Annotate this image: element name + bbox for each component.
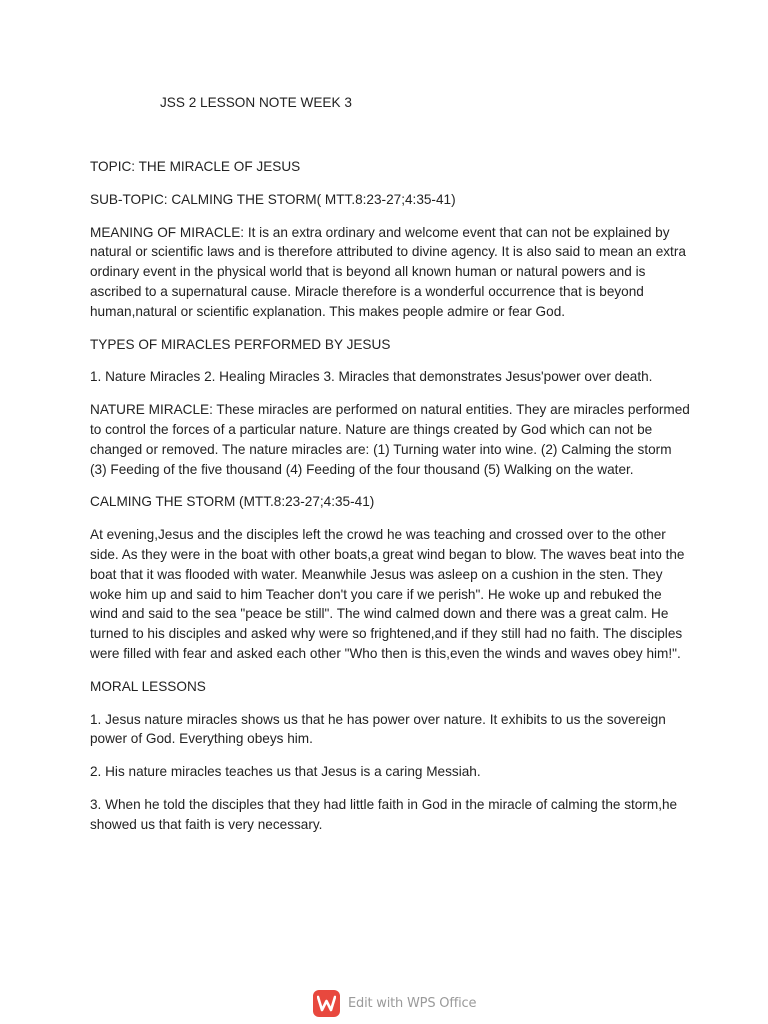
moral-lessons-heading: MORAL LESSONS — [90, 678, 206, 694]
document-title: JSS 2 LESSON NOTE WEEK 3 — [160, 95, 352, 110]
moral-lesson-3: 3. When he told the disciples that they had little faith in God in the miracle of calming the storm,he showed us that faith is very necessary. — [90, 796, 678, 832]
topic-line: TOPIC: THE MIRACLE OF JESUS — [90, 159, 301, 174]
document-body — [90, 157, 690, 848]
types-of-miracles-heading: TYPES OF MIRACLES PERFORMED BY JESUS — [90, 336, 391, 352]
meaning-of-miracle-paragraph: MEANING OF MIRACLE: It is an extra ordinary and welcome event that can not be explained by natural or scientific laws and is therefore attributed to divine agency. It is also said to mean an extra ordinary event in the physical world that is beyond all known human or natural powers and is ascribed to a supernatural cause. Miracle therefore is a wonderful occurrence that is beyond human,natural or scientific explanation. This makes people admire or fear God. — [90, 224, 686, 319]
wps-watermark-text: Edit with WPS Office — [348, 995, 477, 1011]
calming-the-storm-heading: CALMING THE STORM (MTT.8:23-27;4:35-41) — [90, 494, 375, 510]
sub-topic-line: SUB-TOPIC: CALMING THE STORM( MTT.8:23-27;4:35-41) — [90, 191, 456, 207]
moral-lesson-2: 2. His nature miracles teaches us that Jesus is a caring Messiah. — [90, 764, 481, 780]
wps-office-logo-icon — [313, 990, 340, 1017]
nature-miracle-paragraph: NATURE MIRACLE: These miracles are performed on natural entities. They are miracles performed to control the forces of a particular nature. Nature are things created by God which can not be changed or removed. The nature miracles are: (1) Turning water into wine. (2) Calming the storm (3) Feeding of the five thousand (4) Feeding of the four thousand (5) Walking on the water. — [90, 402, 690, 477]
wps-watermark[interactable] — [313, 988, 476, 1018]
types-of-miracles-list: 1. Nature Miracles 2. Healing Miracles 3. Miracles that demonstrates Jesus'power over death. — [90, 369, 653, 385]
moral-lesson-1: 1. Jesus nature miracles shows us that he has power over nature. It exhibits to us the sovereign power of God. Everything obeys him. — [90, 711, 666, 747]
calming-the-storm-paragraph: At evening,Jesus and the disciples left the crowd he was teaching and crossed over to the other side. As they were in the boat with other boats,a great wind began to blow. The waves beat into the boat that it was flooded with water. Meanwhile Jesus was asleep on a cushion in the sten. They woke him up and said to him Teacher don't you care if we perish". He woke up and rebuked the wind and said to the sea "peace be still". The wind calmed down and there was a great calm. He turned to his disciples and asked why were so frightened,and if they still had no faith. The disciples were filled with fear and asked each other "Who then is this,even the winds and waves obey him!". — [90, 527, 685, 661]
